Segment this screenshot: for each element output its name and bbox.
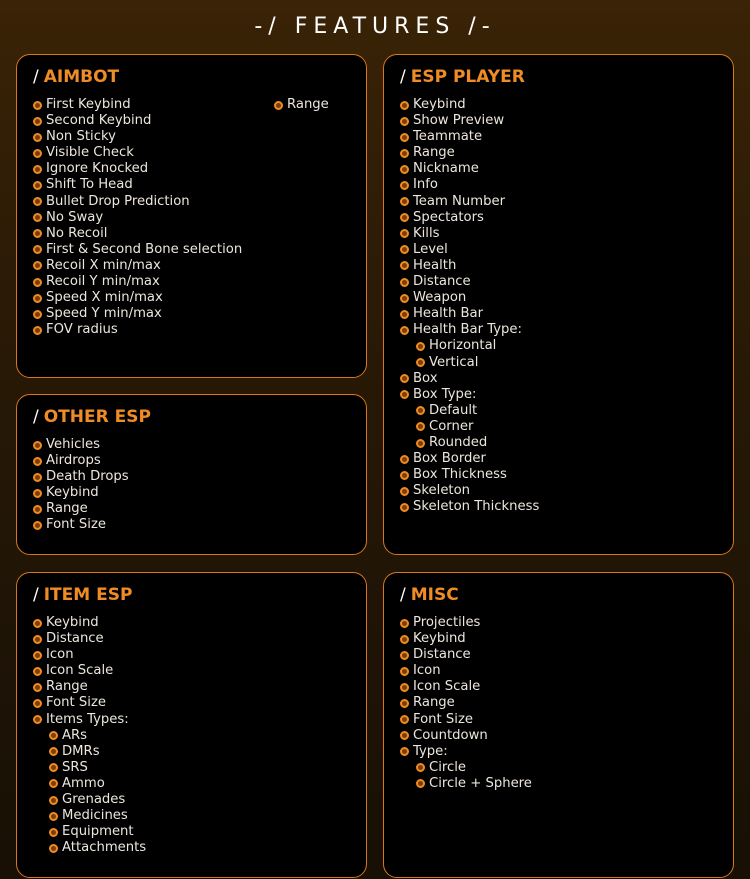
item-label: Box Type: [413, 386, 477, 402]
page-title: -/ FEATURES /- [254, 14, 496, 39]
list-subitem [400, 355, 717, 371]
item-label: Icon Scale [413, 679, 481, 695]
bullet-icon [400, 503, 409, 512]
item-label: Box [413, 370, 438, 386]
item-label: Projectiles [413, 615, 481, 630]
item-label: Show Preview [413, 113, 505, 129]
list-subitem [33, 776, 350, 792]
list-subitem [400, 403, 717, 419]
item-label: Font Size [413, 711, 473, 727]
item-label: Teammate [413, 129, 483, 145]
bullet-icon [33, 619, 42, 628]
item-label: Nickname [413, 161, 479, 177]
item-label: Recoil X min/max [46, 257, 161, 273]
bullet-icon [49, 731, 58, 740]
esp-player-title-text: ESP PLAYER [410, 67, 525, 87]
list-item [400, 371, 717, 387]
list-item [33, 306, 350, 322]
aimbot-title-text: AIMBOT [43, 67, 120, 87]
item-label: First & Second Bone selection [46, 241, 243, 257]
item-label: Equipment [62, 824, 134, 840]
bullet-icon [400, 699, 409, 708]
item-label: Icon Scale [46, 663, 114, 679]
aimbot-list-col2 [274, 97, 329, 113]
item-label: Keybind [46, 615, 99, 630]
bullet-icon [33, 667, 42, 676]
item-label: Visible Check [46, 145, 134, 161]
item-label: Keybind [46, 485, 99, 501]
list-subitem [33, 792, 350, 808]
item-label: Distance [46, 631, 104, 647]
list-subitem [33, 824, 350, 840]
list-item [33, 161, 350, 177]
list-item [33, 194, 350, 210]
bullet-icon [33, 683, 42, 692]
bullet-icon [400, 455, 409, 464]
bullet-icon [33, 261, 42, 270]
bullet-icon [49, 779, 58, 788]
item-label: Death Drops [46, 469, 129, 485]
item-label: Medicines [62, 808, 128, 824]
aimbot-list [33, 97, 350, 338]
esp-player-panel [383, 54, 734, 555]
other-esp-title: / OTHER ESP [33, 407, 151, 427]
bullet-icon [400, 165, 409, 174]
list-item [400, 615, 717, 631]
other-esp-list [33, 437, 350, 534]
bullet-icon [416, 779, 425, 788]
item-label: Health Bar [413, 306, 484, 322]
bullet-icon [400, 294, 409, 303]
esp-player-list [400, 97, 717, 515]
bullet-icon [49, 796, 58, 805]
list-item [400, 728, 717, 744]
bullet-icon [33, 635, 42, 644]
item-label: Default [429, 402, 478, 418]
list-item [33, 485, 350, 501]
bullet-icon [33, 489, 42, 498]
item-label: No Recoil [46, 225, 108, 241]
item-label: Circle [429, 759, 467, 775]
bullet-icon [33, 473, 42, 482]
bullet-icon [33, 213, 42, 222]
list-item [33, 631, 350, 647]
esp-player-title: / ESP PLAYER [400, 67, 525, 87]
bullet-icon [33, 699, 42, 708]
bullet-icon [400, 229, 409, 238]
list-item [33, 453, 350, 469]
bullet-icon [416, 406, 425, 415]
list-subitem [400, 760, 717, 776]
bullet-icon [416, 342, 425, 351]
item-label: Level [413, 241, 448, 257]
misc-title: / MISC [400, 585, 459, 605]
item-label: Type: [413, 743, 448, 759]
bullet-icon [33, 229, 42, 238]
bullet-icon [33, 715, 42, 724]
item-label: Vehicles [46, 437, 101, 452]
bullet-icon [400, 197, 409, 206]
bullet-icon [400, 310, 409, 319]
list-item [400, 712, 717, 728]
list-item [400, 113, 717, 129]
item-label: Countdown [413, 727, 488, 743]
item-label: Speed X min/max [46, 290, 163, 306]
bullet-icon [400, 715, 409, 724]
list-item [400, 744, 717, 760]
item-label: Font Size [46, 517, 106, 533]
bullet-icon [33, 310, 42, 319]
item-label: Corner [429, 418, 474, 434]
bullet-icon [400, 667, 409, 676]
list-item [33, 258, 350, 274]
item-label: SRS [62, 759, 88, 775]
bullet-icon [400, 487, 409, 496]
bullet-icon [416, 422, 425, 431]
item-label: Spectators [413, 209, 484, 225]
bullet-icon [400, 133, 409, 142]
list-item [33, 501, 350, 517]
bullet-icon [400, 471, 409, 480]
list-subitem [400, 435, 717, 451]
list-item [33, 615, 350, 631]
other-esp-panel [16, 394, 367, 555]
item-label: Distance [413, 274, 471, 290]
item-esp-list [33, 615, 350, 856]
list-item [33, 517, 350, 533]
list-item [274, 97, 329, 113]
item-label: DMRs [62, 743, 100, 759]
item-label: Health [413, 257, 457, 273]
bullet-icon [416, 358, 425, 367]
item-label: No Sway [46, 209, 104, 225]
bullet-icon [49, 844, 58, 853]
list-item [33, 469, 350, 485]
bullet-icon [33, 117, 42, 126]
list-item [33, 712, 350, 728]
item-label: Kills [413, 225, 440, 241]
item-esp-title: / ITEM ESP [33, 585, 133, 605]
item-label: Rounded [429, 434, 488, 450]
bullet-icon [400, 149, 409, 158]
item-label: Icon [46, 647, 74, 663]
list-item [400, 483, 717, 499]
list-item [400, 499, 717, 515]
list-subitem [33, 840, 350, 856]
aimbot-title: / AIMBOT [33, 67, 120, 87]
list-item [400, 129, 717, 145]
item-label: Circle + Sphere [429, 775, 532, 791]
misc-title-text: MISC [410, 585, 459, 605]
item-label: Range [46, 679, 88, 695]
bullet-icon [400, 326, 409, 335]
item-label: Airdrops [46, 453, 101, 469]
item-label: Attachments [62, 840, 147, 856]
list-item [33, 129, 350, 145]
bullet-icon [33, 326, 42, 335]
list-item [400, 210, 717, 226]
list-item [400, 663, 717, 679]
item-label: Grenades [62, 792, 126, 808]
bullet-icon [33, 197, 42, 206]
item-label: First Keybind [46, 97, 131, 112]
list-item [400, 695, 717, 711]
item-label: Keybind [413, 631, 466, 647]
bullet-icon [400, 747, 409, 756]
list-subitem [400, 776, 717, 792]
bullet-icon [274, 101, 283, 110]
bullet-icon [400, 101, 409, 110]
list-item [400, 274, 717, 290]
list-item [33, 322, 350, 338]
item-esp-panel [16, 572, 367, 878]
item-label: Second Keybind [46, 113, 152, 129]
item-label: Bullet Drop Prediction [46, 193, 190, 209]
item-label: Horizontal [429, 338, 497, 354]
bullet-icon [400, 181, 409, 190]
list-item [400, 322, 717, 338]
list-item [33, 663, 350, 679]
list-item [33, 177, 350, 193]
list-item [33, 242, 350, 258]
bullet-icon [400, 635, 409, 644]
list-item [400, 97, 717, 113]
bullet-icon [33, 441, 42, 450]
list-item [33, 274, 350, 290]
list-item [33, 437, 350, 453]
list-item [33, 695, 350, 711]
item-label: Vertical [429, 354, 479, 370]
bullet-icon [400, 117, 409, 126]
item-label: Skeleton Thickness [413, 499, 540, 515]
bullet-icon [400, 261, 409, 270]
bullet-icon [33, 245, 42, 254]
item-label: ARs [62, 727, 88, 743]
bullet-icon [400, 278, 409, 287]
list-item [400, 631, 717, 647]
list-item [33, 210, 350, 226]
bullet-icon [49, 763, 58, 772]
bullet-icon [33, 294, 42, 303]
list-item [400, 467, 717, 483]
list-item [33, 226, 350, 242]
item-label: Range [413, 145, 455, 161]
bullet-icon [400, 245, 409, 254]
list-item [400, 258, 717, 274]
item-label: Range [413, 695, 455, 711]
item-label: Icon [413, 663, 441, 679]
item-label: Items Types: [46, 711, 129, 727]
list-subitem [33, 728, 350, 744]
item-label: Distance [413, 647, 471, 663]
item-label: Team Number [413, 193, 506, 209]
bullet-icon [416, 439, 425, 448]
item-label: Box Border [413, 451, 486, 467]
item-label: Speed Y min/max [46, 306, 162, 322]
item-label: Box Thickness [413, 467, 507, 483]
list-item [33, 679, 350, 695]
bullet-icon [33, 505, 42, 514]
list-item [400, 679, 717, 695]
item-label: Info [413, 177, 438, 193]
bullet-icon [49, 828, 58, 837]
list-subitem [33, 808, 350, 824]
misc-list [400, 615, 717, 792]
bullet-icon [400, 390, 409, 399]
bullet-icon [416, 763, 425, 772]
list-item [400, 387, 717, 403]
list-item [33, 113, 350, 129]
item-label: Ignore Knocked [46, 161, 149, 177]
list-item [400, 306, 717, 322]
list-item [400, 177, 717, 193]
list-subitem [400, 419, 717, 435]
item-label: Non Sticky [46, 129, 116, 145]
list-subitem [33, 760, 350, 776]
item-label: Range [46, 501, 88, 517]
list-item [33, 647, 350, 663]
bullet-icon [33, 181, 42, 190]
list-subitem [33, 744, 350, 760]
bullet-icon [49, 747, 58, 756]
bullet-icon [400, 374, 409, 383]
item-label: Ammo [62, 775, 105, 791]
bullet-icon [400, 683, 409, 692]
item-esp-title-text: ITEM ESP [43, 585, 133, 605]
list-item [400, 242, 717, 258]
list-item [400, 226, 717, 242]
bullet-icon [400, 731, 409, 740]
item-label: Range [287, 97, 329, 112]
item-label: Shift To Head [46, 177, 133, 193]
list-item [33, 290, 350, 306]
bullet-icon [33, 521, 42, 530]
misc-panel [383, 572, 734, 878]
list-item [400, 451, 717, 467]
bullet-icon [33, 149, 42, 158]
bullet-icon [33, 278, 42, 287]
list-item [400, 145, 717, 161]
bullet-icon [400, 619, 409, 628]
bullet-icon [33, 165, 42, 174]
list-item [400, 290, 717, 306]
list-item [33, 145, 350, 161]
other-esp-title-text: OTHER ESP [43, 407, 151, 427]
item-label: FOV radius [46, 322, 118, 338]
bullet-icon [400, 651, 409, 660]
aimbot-panel [16, 54, 367, 378]
bullet-icon [33, 651, 42, 660]
bullet-icon [33, 133, 42, 142]
item-label: Keybind [413, 97, 466, 112]
item-label: Skeleton [413, 483, 471, 499]
list-item [400, 161, 717, 177]
list-item [400, 647, 717, 663]
bullet-icon [49, 812, 58, 821]
list-subitem [400, 338, 717, 354]
bullet-icon [33, 101, 42, 110]
item-label: Weapon [413, 290, 467, 306]
item-label: Font Size [46, 695, 106, 711]
item-label: Recoil Y min/max [46, 274, 160, 290]
list-item [400, 194, 717, 210]
item-label: Health Bar Type: [413, 322, 522, 338]
bullet-icon [33, 457, 42, 466]
bullet-icon [400, 213, 409, 222]
